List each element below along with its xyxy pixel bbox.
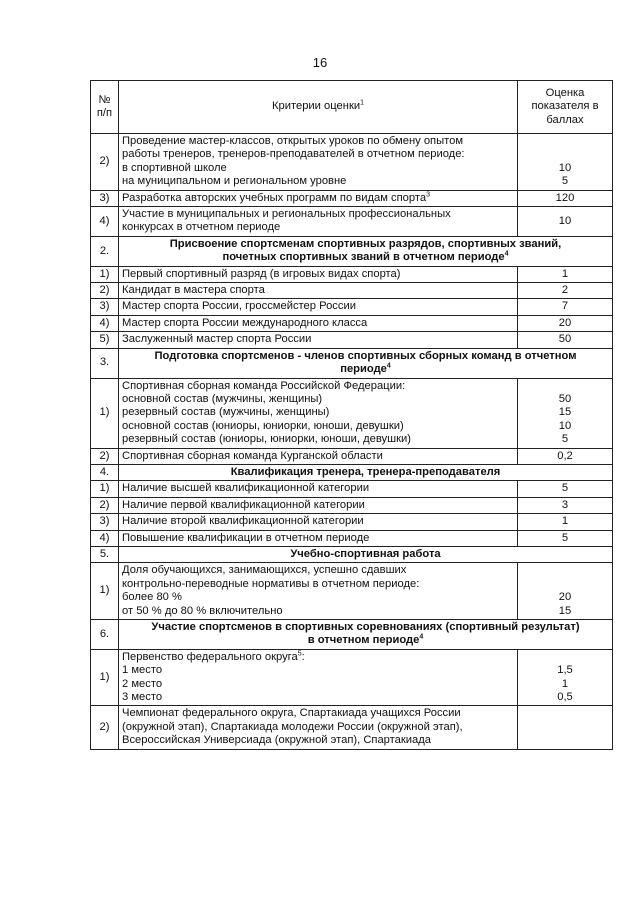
row-criteria [119, 378, 518, 448]
row-number: 2) [91, 706, 119, 749]
section-row [91, 546, 613, 562]
text-line: более 80 % [122, 591, 182, 604]
criteria-text: Наличие второй квалификационной категории [119, 514, 518, 530]
text-line: Участие спортсменов в спортивных соревнованиях (спортивный результат) [151, 621, 580, 633]
score-value: 2 [518, 283, 613, 299]
section-number: 6. [91, 620, 119, 650]
row-criteria [119, 649, 518, 706]
page-number: 16 [312, 55, 328, 70]
text-line: Участие в муниципальных и региональных профессиональных [122, 208, 451, 221]
text-line: резервный состав (юниоры, юниорки, юноши, девушки) [122, 433, 411, 446]
header-criteria [119, 81, 518, 134]
text-line: от 50 % до 80 % включительно [122, 604, 283, 617]
table-row [91, 332, 613, 348]
text-line [122, 251, 609, 264]
table-row [91, 315, 613, 331]
score-value: 50 [518, 332, 613, 348]
text-line: Чемпионат федерального округа, Спартакиада учащихся России [122, 707, 461, 720]
text-line: Всероссийская Универсиада (окружной этап), Спартакиада [122, 734, 431, 747]
row-number: 3) [91, 514, 119, 530]
section-row [91, 464, 613, 480]
text-line: конкурсах в отчетном периоде [122, 221, 281, 234]
table-header-row [91, 81, 613, 134]
text-line: 3 место [122, 691, 163, 704]
score-value: 0,2 [518, 448, 613, 464]
score-value: 1 [518, 266, 613, 282]
section-title [119, 620, 613, 650]
row-score [518, 378, 613, 448]
header-criteria-text: Критерии оценки [272, 100, 361, 113]
row-score [518, 563, 613, 620]
score-value: 1 [561, 677, 569, 690]
text-line: 1 место [122, 664, 163, 677]
text-line: основной состав (мужчины, женщины) [122, 392, 323, 405]
text-line: в спортивной школе [122, 161, 227, 174]
text-line-part: : [301, 650, 305, 663]
table-row [91, 563, 613, 620]
section-number: 3. [91, 348, 119, 378]
text-line: на муниципальном и региональном уровне [122, 175, 347, 188]
criteria-text: Мастер спорта России, гроссмейстер России [119, 299, 518, 315]
row-number: 2) [91, 283, 119, 299]
score-value: 10 [558, 161, 572, 174]
criteria-text: Наличие первой квалификационной категории [119, 497, 518, 513]
score-value: 15 [558, 604, 572, 617]
table-row [91, 266, 613, 282]
text-line [122, 634, 609, 647]
text-line: (окружной этап), Спартакиада молодежи России (окружной этап), [122, 720, 463, 733]
footnote-mark: 1 [360, 99, 364, 107]
score-value: 0,5 [557, 691, 573, 704]
row-number: 4) [91, 530, 119, 546]
table-row [91, 481, 613, 497]
row-number: 5) [91, 332, 119, 348]
row-number: 3) [91, 190, 119, 206]
text-line: 2 место [122, 677, 163, 690]
row-criteria [119, 134, 518, 191]
text-line-part: в отчетном периоде [307, 634, 420, 647]
table-row [91, 207, 613, 237]
score-value: 10 [518, 207, 613, 237]
score-value: 1 [518, 514, 613, 530]
score-value: 50 [558, 392, 572, 405]
criteria-table [90, 80, 613, 750]
table-row [91, 134, 613, 191]
table-row [91, 283, 613, 299]
section-title [119, 236, 613, 266]
table-row [91, 706, 613, 749]
score-value: 7 [518, 299, 613, 315]
row-number: 4) [91, 315, 119, 331]
score-value: 120 [518, 190, 613, 206]
row-number: 2) [91, 134, 119, 191]
text-line: резервный состав (мужчины, женщины) [122, 406, 330, 419]
score-value: 5 [561, 175, 569, 188]
row-number: 1) [91, 649, 119, 706]
footnote-mark: 4 [419, 633, 424, 641]
header-score: Оценка показателя в баллах [518, 81, 613, 134]
table-row [91, 649, 613, 706]
text-line-part: Первенство федерального округа [122, 650, 298, 663]
table-row [91, 448, 613, 464]
table-row [91, 514, 613, 530]
table-row [91, 497, 613, 513]
text-line-part: почетных спортивных званий в отчетном периоде [222, 251, 505, 264]
row-number: 4) [91, 207, 119, 237]
score-value: 5 [518, 481, 613, 497]
section-number: 5. [91, 546, 119, 562]
section-title [119, 348, 613, 378]
criteria-text: Спортивная сборная команда Курганской области [119, 448, 518, 464]
section-number: 4. [91, 464, 119, 480]
section-row [91, 620, 613, 650]
row-number: 1) [91, 563, 119, 620]
text-line: Присвоение спортсменам спортивных разрядов, спортивных званий, [169, 237, 562, 250]
row-score [518, 649, 613, 706]
footnote-mark: 3 [426, 190, 431, 198]
text-line [122, 651, 514, 664]
text-line: основной состав (юниоры, юниорки, юноши, девушки) [122, 419, 404, 432]
row-criteria [119, 190, 518, 206]
row-criteria [119, 563, 518, 620]
row-number: 2) [91, 497, 119, 513]
header-num: № п/п [91, 81, 119, 134]
text-line-part: периоде [340, 363, 387, 376]
section-row [91, 348, 613, 378]
row-number: 1) [91, 266, 119, 282]
section-number: 2. [91, 236, 119, 266]
score-value: 20 [518, 315, 613, 331]
table-row [91, 190, 613, 206]
section-row [91, 236, 613, 266]
score-value: 1,5 [557, 664, 573, 677]
criteria-text: Первый спортивный разряд (в игровых видах спорта) [119, 266, 518, 282]
score-value: 10 [558, 419, 572, 432]
criteria-text: Заслуженный мастер спорта России [119, 332, 518, 348]
row-score [518, 134, 613, 191]
row-number: 3) [91, 299, 119, 315]
score-value: 5 [561, 433, 569, 446]
text-line: работы тренеров, тренеров-преподавателей в отчетном периоде: [122, 148, 465, 161]
footnote-mark: 4 [504, 250, 509, 258]
footnote-mark: 4 [386, 362, 391, 370]
section-title: Учебно-спортивная работа [119, 546, 613, 562]
table-row [91, 378, 613, 448]
row-number: 2) [91, 448, 119, 464]
score-value: 15 [558, 406, 572, 419]
criteria-text: Наличие высшей квалификационной категории [119, 481, 518, 497]
row-score [518, 706, 613, 749]
score-value: 20 [558, 591, 572, 604]
row-criteria [119, 207, 518, 237]
criteria-text: Кандидат в мастера спорта [119, 283, 518, 299]
score-value: 5 [518, 530, 613, 546]
text-line: Спортивная сборная команда Российской Федерации: [122, 379, 406, 392]
text-line: Проведение мастер-классов, открытых уроков по обмену опытом [122, 135, 464, 147]
criteria-text: Мастер спорта России международного класса [119, 315, 518, 331]
text-line: Подготовка спортсменов - членов спортивных сборных команд в отчетном [154, 349, 577, 362]
criteria-text: Повышение квалификации в отчетном периоде [119, 530, 518, 546]
table-row [91, 530, 613, 546]
criteria-text: Разработка авторских учебных программ по видам спорта [122, 191, 427, 204]
row-number: 1) [91, 481, 119, 497]
text-line: Доля обучающихся, занимающихся, успешно сдавших [122, 564, 407, 577]
row-criteria [119, 706, 518, 749]
footnote-mark: 5 [297, 650, 302, 658]
row-number: 1) [91, 378, 119, 448]
section-title: Квалификация тренера, тренера-преподавателя [119, 464, 613, 480]
text-line [122, 363, 609, 376]
table-row [91, 299, 613, 315]
score-value: 3 [518, 497, 613, 513]
text-line: контрольно-переводные нормативы в отчетном периоде: [122, 577, 420, 590]
